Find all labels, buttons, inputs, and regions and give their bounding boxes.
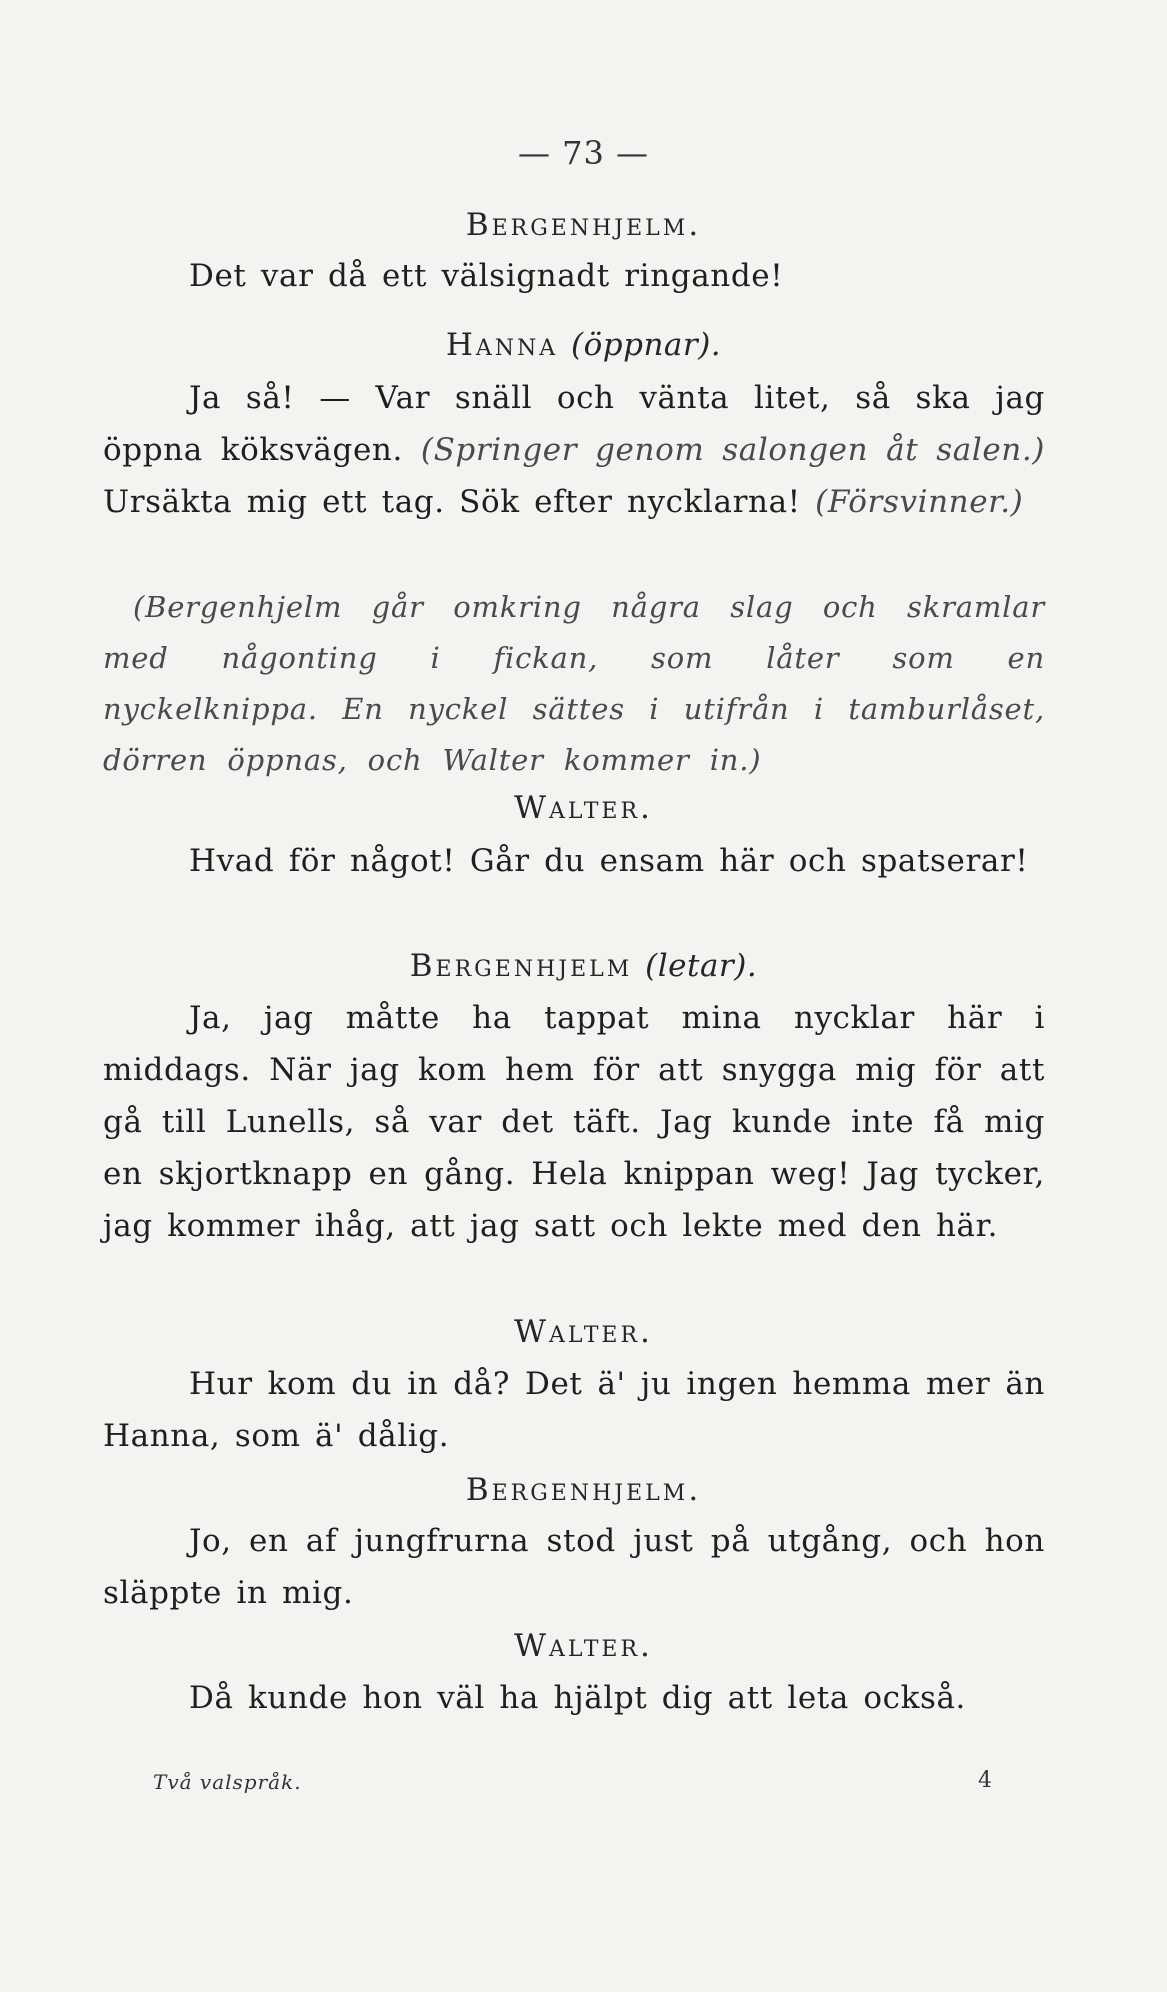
- stage-direction-inline: (Springer genom salongen åt salen.): [420, 432, 1046, 468]
- speaker-name: Bergenhjelm: [409, 948, 633, 984]
- speaker-heading: Bergenhjelm.: [465, 1472, 702, 1508]
- speech-paragraph: Jo, en af jungfrurna stod just på utgång, och hon släppte in mig.: [103, 1523, 1045, 1611]
- speech-paragraph: Det var då ett välsignadt ringande!: [189, 258, 784, 294]
- stage-direction-inline: (letar).: [645, 948, 758, 984]
- speaker-heading: Walter.: [514, 1628, 653, 1664]
- stage-direction-inline: (Försvinner.): [815, 484, 1024, 520]
- signature-mark: Två valspråk.: [153, 1770, 302, 1794]
- speech-paragraph: Då kunde hon väl ha hjälpt dig att leta också.: [189, 1680, 967, 1716]
- speech-paragraph: Hvad för något! Går du ensam här och spatserar!: [189, 843, 1029, 879]
- speaker-heading: Walter.: [514, 1314, 653, 1350]
- stage-direction-inline: (öppnar).: [571, 327, 722, 363]
- stage-direction: (Bergenhjelm går omkring några slag och skramlar med någonting i fickan, som låter som en nyckelknippa. En nyckel sättes i utifrån i tamburlåset, dörren öppnas, och Walter kommer in.): [103, 590, 1045, 777]
- speech-text: Ja så! — Var snäll och vänta litet, så ska jag öppna köksvägen.: [103, 380, 1045, 468]
- speech-text: Ursäkta mig ett tag. Sök efter nycklarna!: [103, 484, 816, 520]
- speech-paragraph: Ja, jag måtte ha tappat mina nycklar här i middags. När jag kom hem för att snygga mig för att gå till Lunells, så var det täft. Jag kunde inte få mig en skjortknapp en gång. Hela knippan weg! Jag tycker, jag kommer ihåg, att jag satt och lekte med den här.: [103, 1000, 1045, 1244]
- speaker-heading: Walter.: [514, 790, 653, 826]
- speaker-heading: [0, 327, 1167, 363]
- speaker-heading: Bergenhjelm.: [465, 207, 702, 243]
- speech-paragraph: [103, 372, 1045, 528]
- speaker-name: Hanna: [445, 327, 559, 363]
- gathering-number: 4: [978, 1768, 992, 1793]
- page-number: — 73 —: [517, 134, 650, 172]
- speaker-heading: [0, 948, 1167, 984]
- speech-paragraph: Hur kom du in då? Det ä' ju ingen hemma mer än Hanna, som ä' dålig.: [103, 1366, 1045, 1454]
